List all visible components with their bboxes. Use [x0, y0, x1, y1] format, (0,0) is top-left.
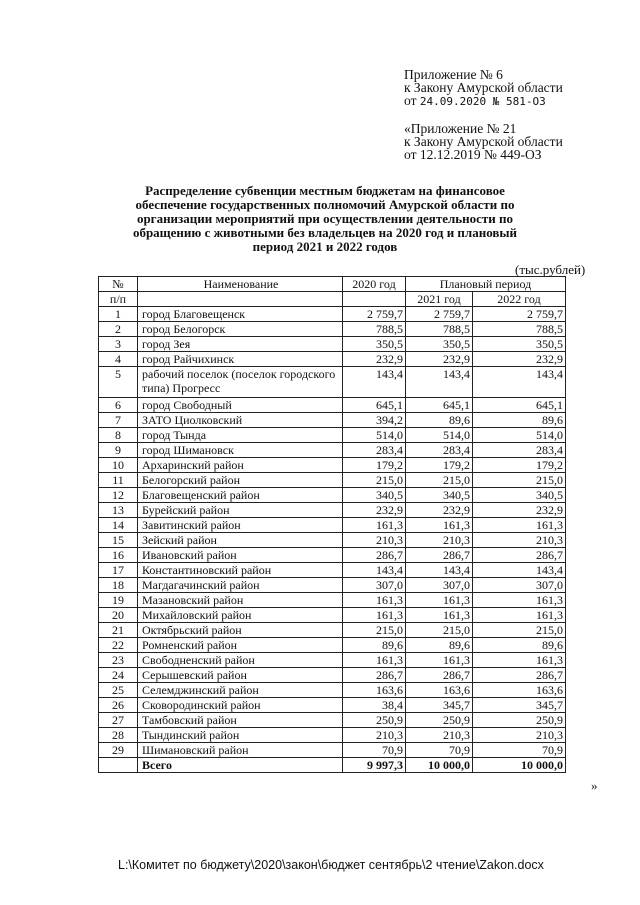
table-row	[99, 428, 566, 443]
row-number: 18	[99, 578, 138, 593]
value-2022: 89,6	[473, 413, 566, 428]
value-2020: 179,2	[343, 458, 406, 473]
header-num-sub: п/п	[99, 292, 138, 307]
value-2021: 286,7	[406, 668, 473, 683]
appendix-6-line1: Приложение № 6	[404, 67, 503, 82]
municipality-name: Октябрьский район	[138, 623, 343, 638]
municipality-name: ЗАТО Циолковский	[138, 413, 343, 428]
value-2020: 70,9	[343, 743, 406, 758]
municipality-name: Завитинский район	[138, 518, 343, 533]
appendix-21-line2: к Закону Амурской области	[404, 134, 563, 149]
row-number: 6	[99, 398, 138, 413]
table-row	[99, 352, 566, 367]
value-2021: 215,0	[406, 623, 473, 638]
municipality-name: рабочий поселок (поселок городского типа) Прогресс	[138, 367, 343, 398]
value-2020: 514,0	[343, 428, 406, 443]
municipality-name: Белогорский район	[138, 473, 343, 488]
value-2022: 788,5	[473, 322, 566, 337]
handwritten-date-number: 24.09.2020 № 581-ОЗ	[419, 95, 546, 108]
table-row	[99, 503, 566, 518]
municipality-name: Шимановский район	[138, 743, 343, 758]
row-number: 29	[99, 743, 138, 758]
value-2020: 2 759,7	[343, 307, 406, 322]
municipality-name: город Тында	[138, 428, 343, 443]
table-row	[99, 458, 566, 473]
value-2022: 70,9	[473, 743, 566, 758]
value-2020: 161,3	[343, 653, 406, 668]
table-row	[99, 713, 566, 728]
total-2021: 10 000,0	[406, 758, 473, 773]
value-2022: 307,0	[473, 578, 566, 593]
closing-quote: »	[591, 778, 598, 793]
municipality-name: город Зея	[138, 337, 343, 352]
table-row	[99, 683, 566, 698]
table-row	[99, 518, 566, 533]
table-row	[99, 488, 566, 503]
value-2021: 89,6	[406, 638, 473, 653]
table-row	[99, 638, 566, 653]
header-name-empty	[138, 292, 343, 307]
value-2022: 350,5	[473, 337, 566, 352]
municipality-name: Бурейский район	[138, 503, 343, 518]
value-2021: 283,4	[406, 443, 473, 458]
header-2021: 2021 год	[406, 292, 473, 307]
value-2020: 210,3	[343, 728, 406, 743]
row-number: 7	[99, 413, 138, 428]
row-number: 1	[99, 307, 138, 322]
value-2020: 161,3	[343, 608, 406, 623]
row-number: 13	[99, 503, 138, 518]
appendix-6-date-prefix: от	[404, 93, 420, 108]
value-2021: 340,5	[406, 488, 473, 503]
value-2021: 232,9	[406, 503, 473, 518]
total-label: Всего	[138, 758, 343, 773]
municipality-name: Константиновский район	[138, 563, 343, 578]
value-2020: 394,2	[343, 413, 406, 428]
units-label: (тыс.рублей)	[515, 262, 586, 277]
value-2022: 232,9	[473, 503, 566, 518]
row-number: 15	[99, 533, 138, 548]
header-planned-period: Плановый период	[406, 277, 566, 292]
value-2020: 340,5	[343, 488, 406, 503]
table-row	[99, 743, 566, 758]
value-2021: 788,5	[406, 322, 473, 337]
value-2022: 143,4	[473, 367, 566, 398]
row-number: 9	[99, 443, 138, 458]
header-name: Наименование	[138, 277, 343, 292]
value-2022: 143,4	[473, 563, 566, 578]
value-2021: 70,9	[406, 743, 473, 758]
municipality-name: город Райчихинск	[138, 352, 343, 367]
table-row	[99, 413, 566, 428]
municipality-name: Серышевский район	[138, 668, 343, 683]
value-2021: 345,7	[406, 698, 473, 713]
value-2022: 645,1	[473, 398, 566, 413]
value-2020: 215,0	[343, 473, 406, 488]
value-2020: 163,6	[343, 683, 406, 698]
row-number: 24	[99, 668, 138, 683]
value-2022: 210,3	[473, 728, 566, 743]
value-2020: 232,9	[343, 352, 406, 367]
header-num: №	[99, 277, 138, 292]
value-2020: 210,3	[343, 533, 406, 548]
value-2022: 340,5	[473, 488, 566, 503]
table-row	[99, 443, 566, 458]
value-2020: 161,3	[343, 518, 406, 533]
row-number: 22	[99, 638, 138, 653]
table-row	[99, 307, 566, 322]
value-2022: 286,7	[473, 548, 566, 563]
value-2020: 161,3	[343, 593, 406, 608]
table-row	[99, 322, 566, 337]
value-2020: 788,5	[343, 322, 406, 337]
table-row	[99, 608, 566, 623]
document-title: Распределение субвенции местным бюджетам на финансовое обеспечение государственных полномочий Амурской области по организации мероприятий при осуществлении деятельности по обращению с животными без владельцев на 2020 год и плановый период 2021 и 2022 годов	[132, 183, 518, 254]
row-number: 5	[99, 367, 138, 398]
value-2022: 250,9	[473, 713, 566, 728]
value-2021: 161,3	[406, 593, 473, 608]
value-2022: 514,0	[473, 428, 566, 443]
table-row	[99, 548, 566, 563]
table-row	[99, 563, 566, 578]
row-number: 21	[99, 623, 138, 638]
value-2020: 215,0	[343, 623, 406, 638]
appendix-21-line1: «Приложение № 21	[404, 121, 517, 136]
value-2021: 514,0	[406, 428, 473, 443]
table-row	[99, 398, 566, 413]
municipality-name: Селемджинский район	[138, 683, 343, 698]
appendix-6-line2: к Закону Амурской области	[404, 80, 563, 95]
value-2020: 38,4	[343, 698, 406, 713]
value-2021: 232,9	[406, 352, 473, 367]
municipality-name: город Белогорск	[138, 322, 343, 337]
row-number: 26	[99, 698, 138, 713]
header-2020-empty	[343, 292, 406, 307]
municipality-name: Магдагачинский район	[138, 578, 343, 593]
value-2021: 215,0	[406, 473, 473, 488]
value-2021: 161,3	[406, 653, 473, 668]
appendix-6-line3	[404, 94, 563, 108]
row-number: 25	[99, 683, 138, 698]
value-2022: 345,7	[473, 698, 566, 713]
value-2022: 215,0	[473, 473, 566, 488]
row-number: 23	[99, 653, 138, 668]
value-2022: 163,6	[473, 683, 566, 698]
table-row	[99, 473, 566, 488]
value-2020: 645,1	[343, 398, 406, 413]
value-2022: 161,3	[473, 653, 566, 668]
value-2022: 89,6	[473, 638, 566, 653]
value-2020: 307,0	[343, 578, 406, 593]
total-row	[99, 758, 566, 773]
value-2022: 179,2	[473, 458, 566, 473]
value-2022: 210,3	[473, 533, 566, 548]
appendix-21-block	[404, 122, 563, 161]
value-2021: 2 759,7	[406, 307, 473, 322]
value-2021: 161,3	[406, 518, 473, 533]
table-row	[99, 698, 566, 713]
value-2020: 283,4	[343, 443, 406, 458]
value-2021: 179,2	[406, 458, 473, 473]
table-row	[99, 653, 566, 668]
table-row	[99, 337, 566, 352]
row-number: 10	[99, 458, 138, 473]
row-number: 17	[99, 563, 138, 578]
row-number: 19	[99, 593, 138, 608]
municipality-name: Зейский район	[138, 533, 343, 548]
table-row	[99, 668, 566, 683]
value-2022: 286,7	[473, 668, 566, 683]
value-2020: 232,9	[343, 503, 406, 518]
value-2021: 143,4	[406, 367, 473, 398]
row-number: 14	[99, 518, 138, 533]
value-2022: 2 759,7	[473, 307, 566, 322]
municipality-name: город Благовещенск	[138, 307, 343, 322]
municipality-name: Свободненский район	[138, 653, 343, 668]
municipality-name: Сковородинский район	[138, 698, 343, 713]
row-number: 16	[99, 548, 138, 563]
row-number: 8	[99, 428, 138, 443]
value-2021: 210,3	[406, 728, 473, 743]
value-2020: 350,5	[343, 337, 406, 352]
row-number: 28	[99, 728, 138, 743]
value-2022: 161,3	[473, 518, 566, 533]
value-2020: 250,9	[343, 713, 406, 728]
value-2021: 163,6	[406, 683, 473, 698]
footer-file-path: L:\Комитет по бюджету\2020\закон\бюджет сентябрь\2 чтение\Zakon.docx	[118, 858, 544, 872]
municipality-name: Ромненский район	[138, 638, 343, 653]
row-number: 12	[99, 488, 138, 503]
value-2021: 210,3	[406, 533, 473, 548]
table-row	[99, 728, 566, 743]
row-number: 2	[99, 322, 138, 337]
header-2020: 2020 год	[343, 277, 406, 292]
value-2020: 143,4	[343, 563, 406, 578]
municipality-name: город Свободный	[138, 398, 343, 413]
value-2021: 645,1	[406, 398, 473, 413]
table-row	[99, 593, 566, 608]
value-2021: 307,0	[406, 578, 473, 593]
value-2021: 350,5	[406, 337, 473, 352]
subvention-table	[98, 276, 566, 773]
municipality-name: город Шимановск	[138, 443, 343, 458]
table-row	[99, 623, 566, 638]
row-number: 20	[99, 608, 138, 623]
value-2022: 161,3	[473, 608, 566, 623]
value-2021: 89,6	[406, 413, 473, 428]
total-num-empty	[99, 758, 138, 773]
row-number: 11	[99, 473, 138, 488]
value-2020: 143,4	[343, 367, 406, 398]
row-number: 3	[99, 337, 138, 352]
municipality-name: Благовещенский район	[138, 488, 343, 503]
appendix-21-line3: от 12.12.2019 № 449-ОЗ	[404, 147, 542, 162]
municipality-name: Михайловский район	[138, 608, 343, 623]
header-row-2	[99, 292, 566, 307]
municipality-name: Мазановский район	[138, 593, 343, 608]
value-2020: 89,6	[343, 638, 406, 653]
header-2022: 2022 год	[473, 292, 566, 307]
value-2020: 286,7	[343, 548, 406, 563]
table-row	[99, 578, 566, 593]
value-2021: 286,7	[406, 548, 473, 563]
row-number: 4	[99, 352, 138, 367]
value-2021: 161,3	[406, 608, 473, 623]
value-2022: 232,9	[473, 352, 566, 367]
value-2022: 283,4	[473, 443, 566, 458]
municipality-name: Ивановский район	[138, 548, 343, 563]
total-2020: 9 997,3	[343, 758, 406, 773]
total-2022: 10 000,0	[473, 758, 566, 773]
municipality-name: Тындинский район	[138, 728, 343, 743]
municipality-name: Архаринский район	[138, 458, 343, 473]
value-2021: 143,4	[406, 563, 473, 578]
header-row-1	[99, 277, 566, 292]
value-2020: 286,7	[343, 668, 406, 683]
appendix-6-block	[404, 68, 563, 108]
table-row	[99, 533, 566, 548]
value-2021: 250,9	[406, 713, 473, 728]
value-2022: 215,0	[473, 623, 566, 638]
municipality-name: Тамбовский район	[138, 713, 343, 728]
row-number: 27	[99, 713, 138, 728]
table-row	[99, 367, 566, 398]
value-2022: 161,3	[473, 593, 566, 608]
